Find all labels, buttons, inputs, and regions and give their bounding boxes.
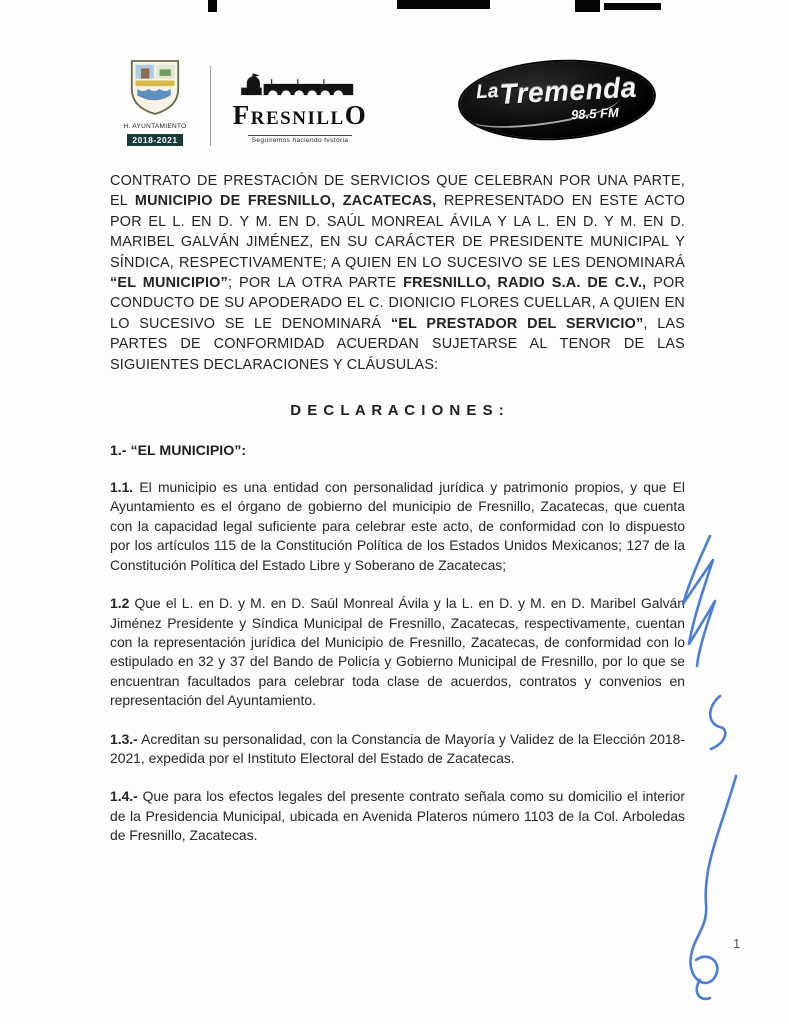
fresnillo-logo xyxy=(230,68,370,147)
logo-divider xyxy=(210,66,211,146)
fresnillo-tagline: Seguiremos haciendo historia xyxy=(248,135,353,144)
scan-artifact xyxy=(397,0,490,9)
scan-artifact xyxy=(208,0,217,12)
la-tremenda-wordmark-la: La xyxy=(475,80,499,103)
declaraciones-heading: D E C L A R A C I O N E S : xyxy=(290,402,505,420)
fresnillo-wordmark-first: F xyxy=(232,100,251,130)
fresnillo-wordmark xyxy=(230,102,370,129)
clause-number: 1.3.- xyxy=(110,730,138,747)
crest-caption: H. AYUNTAMIENTO xyxy=(123,123,187,130)
clause-number: 1.1. xyxy=(110,479,134,496)
municipio-section-heading: 1.- “EL MUNICIPIO”: xyxy=(110,443,247,460)
building-silhouette-icon xyxy=(239,68,361,96)
clause-text: Que para los efectos legales del presente contrato señala como su domicilio el interior de la Presidencia Municipal, ubicada en Avenida Plateros número 1103 de la Col. Arboledas de Fresnillo, Zacatecas. xyxy=(110,788,685,844)
clause-number: 1.2 xyxy=(110,595,130,612)
scan-artifact xyxy=(575,0,600,12)
signature-ink xyxy=(648,528,778,1008)
crest-years-badge: 2018-2021 xyxy=(127,134,182,146)
municipal-crest-logo xyxy=(114,58,196,148)
intro-segment: ; POR LA OTRA PARTE xyxy=(227,275,404,292)
intro-segment: , LAS PARTES DE CONFORMIDAD ACUERDAN SUJETARSE AL TENOR DE LAS SIGUIENTES DECLARACIONES Y CLÁUSULAS: xyxy=(110,315,686,373)
intro-segment-bold: MUNICIPIO DE FRESNILLO, ZACATECAS, xyxy=(134,193,437,210)
clause-text: Acreditan su personalidad, con la Constancia de Mayoría y Validez de la Elección 2018-2021, expedida por el Instituto Electoral del Estado de Zacatecas. xyxy=(110,730,685,766)
intro-segment: CONTRATO DE PRESTACIÓN DE SERVICIOS QUE CELEBRAN POR UNA PARTE, EL xyxy=(110,173,685,210)
intro-segment-bold: “EL PRESTADOR DEL SERVICIO” xyxy=(390,315,644,332)
fresnillo-wordmark-last: O xyxy=(344,100,368,130)
intro-segment: REPRESENTADO EN ESTE ACTO POR EL L. EN D. Y M. EN D. SAÚL MONREAL ÁVILA Y LA L. EN D. Y M. EN D. MARIBEL GALVÁN JIMÉNEZ, EN SU CARÁCTER DE PRESIDENTE MUNICIPAL Y SÍNDICA, RESPECTIVAMENTE; A QUIEN EN LO SUCESIVO SE LES DENOMINARÁ xyxy=(110,193,686,271)
intro-segment: POR CONDUCTO DE SU APODERADO EL C. DIONICIO FLORES CUELLAR, A QUIEN EN LO SUCESIVO SE LE DENOMINARÁ xyxy=(110,275,686,332)
fresnillo-wordmark-middle: RESNILL xyxy=(250,108,345,129)
la-tremenda-logo xyxy=(460,62,654,138)
scan-artifact xyxy=(604,3,661,10)
clause-text: Que el L. en D. y M. en D. Saúl Monreal Ávila y la L. en D. y M. en D. Maribel Galván Jiménez Presidente y Síndica Municipal de Fresnillo, Zacatecas, respectivamente, cuentan con la representación jurídica del Municipio de Fresnillo, Zacatecas, de conformidad con lo estipulado en 32 y 37 del Bando de Policía y Gobierno Municipal de Fresnillo, por lo que se encuentran facultados para celebrar toda clase de acuerdos, contratos y convenios en representación del Ayuntamiento. xyxy=(110,595,685,709)
clause-1-2 xyxy=(110,594,685,710)
page-number: 1 xyxy=(733,936,741,951)
clause-1-4 xyxy=(110,787,685,845)
clause-1-1 xyxy=(110,478,685,575)
la-tremenda-oval xyxy=(458,57,656,143)
clause-1-3 xyxy=(110,730,685,769)
clause-text: El municipio es una entidad con personalidad jurídica y patrimonio propios, y que El Ayuntamiento es el órgano de gobierno del municipio de Fresnillo, Zacatecas, que cuenta con la capacidad legal suficiente para celebrar este acto, de conformidad con lo dispuesto por los artículos 115 de la Constitución Política de los Estados Unidos Mexicanos; 127 de la Constitución Política del Estado Libre y Soberano de Zacatecas; xyxy=(110,479,685,573)
opening-paragraph xyxy=(110,171,685,375)
clause-number: 1.4.- xyxy=(110,788,138,805)
la-tremenda-frequency: 98.5 FM xyxy=(570,104,620,122)
la-tremenda-wordmark-main: Tremenda xyxy=(498,71,638,110)
crest-shield-icon xyxy=(129,58,181,116)
intro-segment-bold: “EL MUNICIPIO” xyxy=(110,275,228,292)
document-body xyxy=(110,171,685,846)
intro-segment-bold: FRESNILLO, RADIO S.A. DE C.V., xyxy=(403,275,647,292)
